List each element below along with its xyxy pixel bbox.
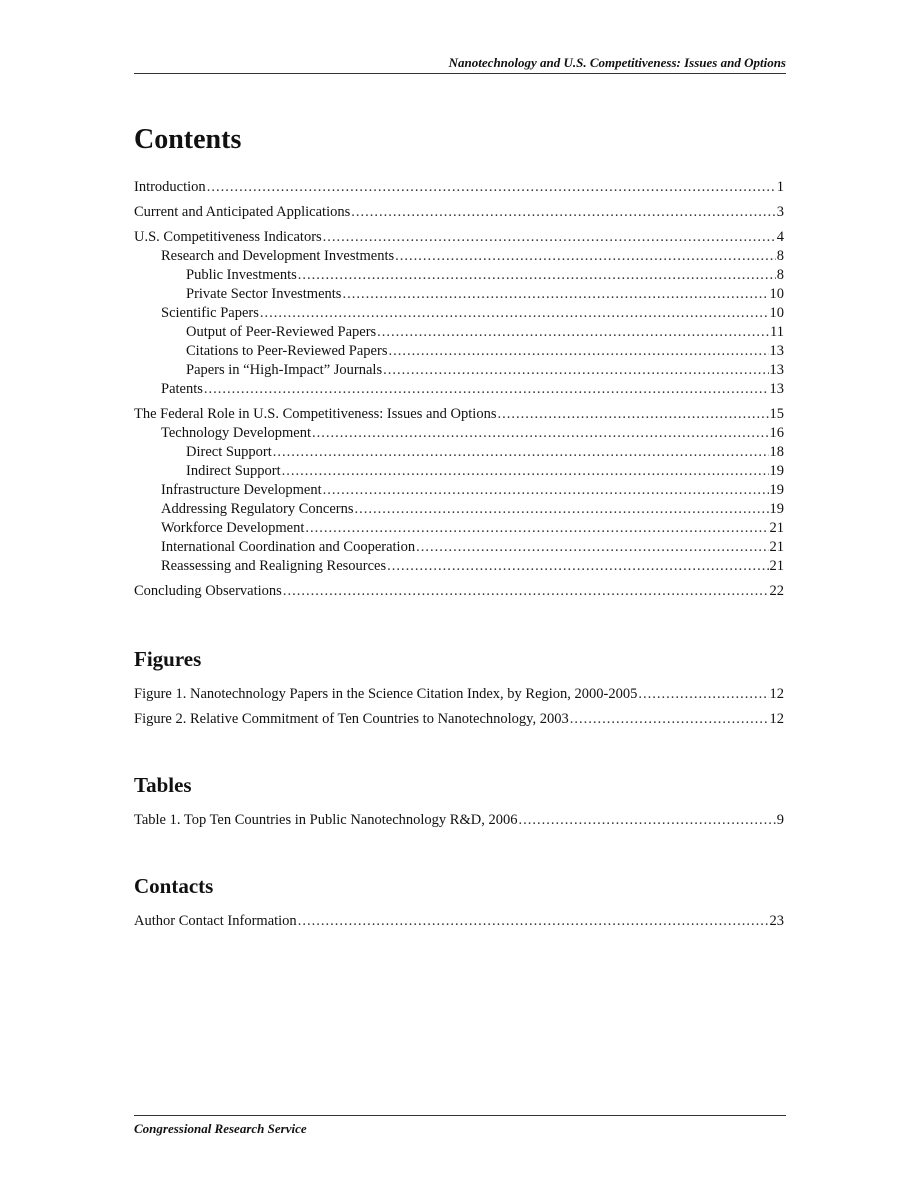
toc-entry[interactable] bbox=[134, 342, 784, 361]
dot-leader bbox=[416, 538, 768, 557]
running-header: Nanotechnology and U.S. Competitiveness: Issues and Options bbox=[134, 55, 786, 74]
toc-entry-title: Current and Anticipated Applications bbox=[134, 204, 351, 220]
dot-leader bbox=[497, 405, 768, 424]
figures-heading: Figures bbox=[134, 647, 202, 671]
toc-entry[interactable] bbox=[134, 247, 784, 266]
toc-entry-page: 11 bbox=[770, 324, 784, 340]
toc-entry-title: The Federal Role in U.S. Competitiveness: Issues and Options bbox=[134, 406, 497, 422]
toc-entry[interactable] bbox=[134, 519, 784, 538]
toc-entry-page: 19 bbox=[769, 482, 784, 498]
toc-entry-page: 3 bbox=[776, 204, 784, 220]
dot-leader bbox=[305, 519, 768, 538]
toc-entry-title: Direct Support bbox=[186, 444, 272, 460]
toc-entry[interactable] bbox=[134, 361, 784, 380]
toc-entry-page: 4 bbox=[776, 229, 784, 245]
toc-entry-page: 8 bbox=[776, 267, 784, 283]
toc-entry-page: 22 bbox=[769, 583, 784, 599]
toc-entry[interactable] bbox=[134, 557, 784, 576]
toc-entry[interactable] bbox=[134, 266, 784, 285]
toc-entry[interactable] bbox=[134, 304, 784, 323]
dot-leader bbox=[312, 424, 769, 443]
dot-leader bbox=[323, 481, 769, 500]
toc-entry-page: 1 bbox=[776, 179, 784, 195]
dot-leader bbox=[387, 557, 768, 576]
toc-entry-title: Workforce Development bbox=[161, 520, 305, 536]
toc-entry[interactable] bbox=[134, 462, 784, 481]
toc-entry[interactable] bbox=[134, 405, 784, 424]
dot-leader bbox=[388, 342, 768, 361]
dot-leader bbox=[638, 685, 768, 704]
toc-entry-title: Table 1. Top Ten Countries in Public Nanotechnology R&D, 2006 bbox=[134, 812, 518, 828]
dot-leader bbox=[323, 228, 776, 247]
contents-list bbox=[134, 178, 784, 601]
toc-entry-title: Technology Development bbox=[161, 425, 311, 441]
toc-entry-page: 21 bbox=[769, 520, 784, 536]
toc-entry-page: 12 bbox=[769, 686, 784, 702]
contacts-list bbox=[134, 912, 784, 931]
toc-entry-page: 12 bbox=[769, 711, 784, 727]
dot-leader bbox=[570, 710, 769, 729]
toc-entry-title: Reassessing and Realigning Resources bbox=[161, 558, 387, 574]
toc-entry-title: Output of Peer-Reviewed Papers bbox=[186, 324, 377, 340]
dot-leader bbox=[204, 380, 769, 399]
toc-entry-page: 10 bbox=[769, 305, 784, 321]
toc-entry[interactable] bbox=[134, 323, 784, 342]
toc-entry-title: Public Investments bbox=[186, 267, 297, 283]
toc-entry[interactable] bbox=[134, 203, 784, 222]
dot-leader bbox=[260, 304, 769, 323]
dot-leader bbox=[298, 912, 769, 931]
toc-entry-title: Patents bbox=[161, 381, 203, 397]
toc-entry-title: Addressing Regulatory Concerns bbox=[161, 501, 354, 517]
toc-entry[interactable] bbox=[134, 285, 784, 304]
toc-entry[interactable] bbox=[134, 912, 784, 931]
dot-leader bbox=[383, 361, 768, 380]
toc-entry-page: 16 bbox=[769, 425, 784, 441]
toc-entry-title: Scientific Papers bbox=[161, 305, 259, 321]
toc-entry-title: Figure 2. Relative Commitment of Ten Countries to Nanotechnology, 2003 bbox=[134, 711, 569, 727]
dot-leader bbox=[273, 443, 769, 462]
toc-entry[interactable] bbox=[134, 500, 784, 519]
toc-entry-page: 19 bbox=[769, 501, 784, 517]
tables-list bbox=[134, 811, 784, 830]
toc-entry[interactable] bbox=[134, 538, 784, 557]
toc-entry-page: 13 bbox=[769, 343, 784, 359]
toc-entry-page: 13 bbox=[769, 381, 784, 397]
figures-list bbox=[134, 685, 784, 729]
page-footer: Congressional Research Service bbox=[134, 1115, 786, 1137]
dot-leader bbox=[342, 285, 768, 304]
toc-entry[interactable] bbox=[134, 481, 784, 500]
toc-entry-title: U.S. Competitiveness Indicators bbox=[134, 229, 322, 245]
toc-entry[interactable] bbox=[134, 710, 784, 729]
toc-entry-title: Concluding Observations bbox=[134, 583, 282, 599]
toc-entry-page: 9 bbox=[776, 812, 784, 828]
contents-heading: Contents bbox=[134, 124, 242, 155]
toc-entry[interactable] bbox=[134, 178, 784, 197]
toc-entry-title: Introduction bbox=[134, 179, 206, 195]
toc-entry[interactable] bbox=[134, 811, 784, 830]
toc-entry-page: 15 bbox=[769, 406, 784, 422]
toc-entry[interactable] bbox=[134, 582, 784, 601]
toc-entry[interactable] bbox=[134, 685, 784, 704]
toc-entry[interactable] bbox=[134, 424, 784, 443]
toc-entry-title: Figure 1. Nanotechnology Papers in the Science Citation Index, by Region, 2000-2005 bbox=[134, 686, 638, 702]
toc-entry-title: Author Contact Information bbox=[134, 913, 297, 929]
toc-entry-page: 21 bbox=[769, 558, 784, 574]
toc-entry[interactable] bbox=[134, 443, 784, 462]
dot-leader bbox=[282, 462, 769, 481]
toc-entry-title: International Coordination and Cooperation bbox=[161, 539, 416, 555]
dot-leader bbox=[518, 811, 775, 830]
dot-leader bbox=[377, 323, 769, 342]
dot-leader bbox=[283, 582, 769, 601]
dot-leader bbox=[207, 178, 776, 197]
toc-entry-title: Indirect Support bbox=[186, 463, 281, 479]
toc-entry-page: 19 bbox=[769, 463, 784, 479]
toc-entry-title: Citations to Peer-Reviewed Papers bbox=[186, 343, 388, 359]
contacts-heading: Contacts bbox=[134, 874, 214, 898]
toc-entry-title: Infrastructure Development bbox=[161, 482, 322, 498]
toc-entry-page: 10 bbox=[769, 286, 784, 302]
tables-heading: Tables bbox=[134, 773, 192, 797]
toc-entry-title: Papers in “High-Impact” Journals bbox=[186, 362, 383, 378]
toc-entry-page: 8 bbox=[776, 248, 784, 264]
dot-leader bbox=[395, 247, 776, 266]
dot-leader bbox=[351, 203, 776, 222]
toc-entry[interactable] bbox=[134, 380, 784, 399]
toc-entry-page: 13 bbox=[769, 362, 784, 378]
toc-entry-title: Private Sector Investments bbox=[186, 286, 342, 302]
dot-leader bbox=[298, 266, 776, 285]
toc-entry[interactable] bbox=[134, 228, 784, 247]
toc-entry-page: 18 bbox=[769, 444, 784, 460]
toc-entry-title: Research and Development Investments bbox=[161, 248, 395, 264]
toc-entry-page: 23 bbox=[769, 913, 784, 929]
dot-leader bbox=[355, 500, 769, 519]
toc-entry-page: 21 bbox=[769, 539, 784, 555]
